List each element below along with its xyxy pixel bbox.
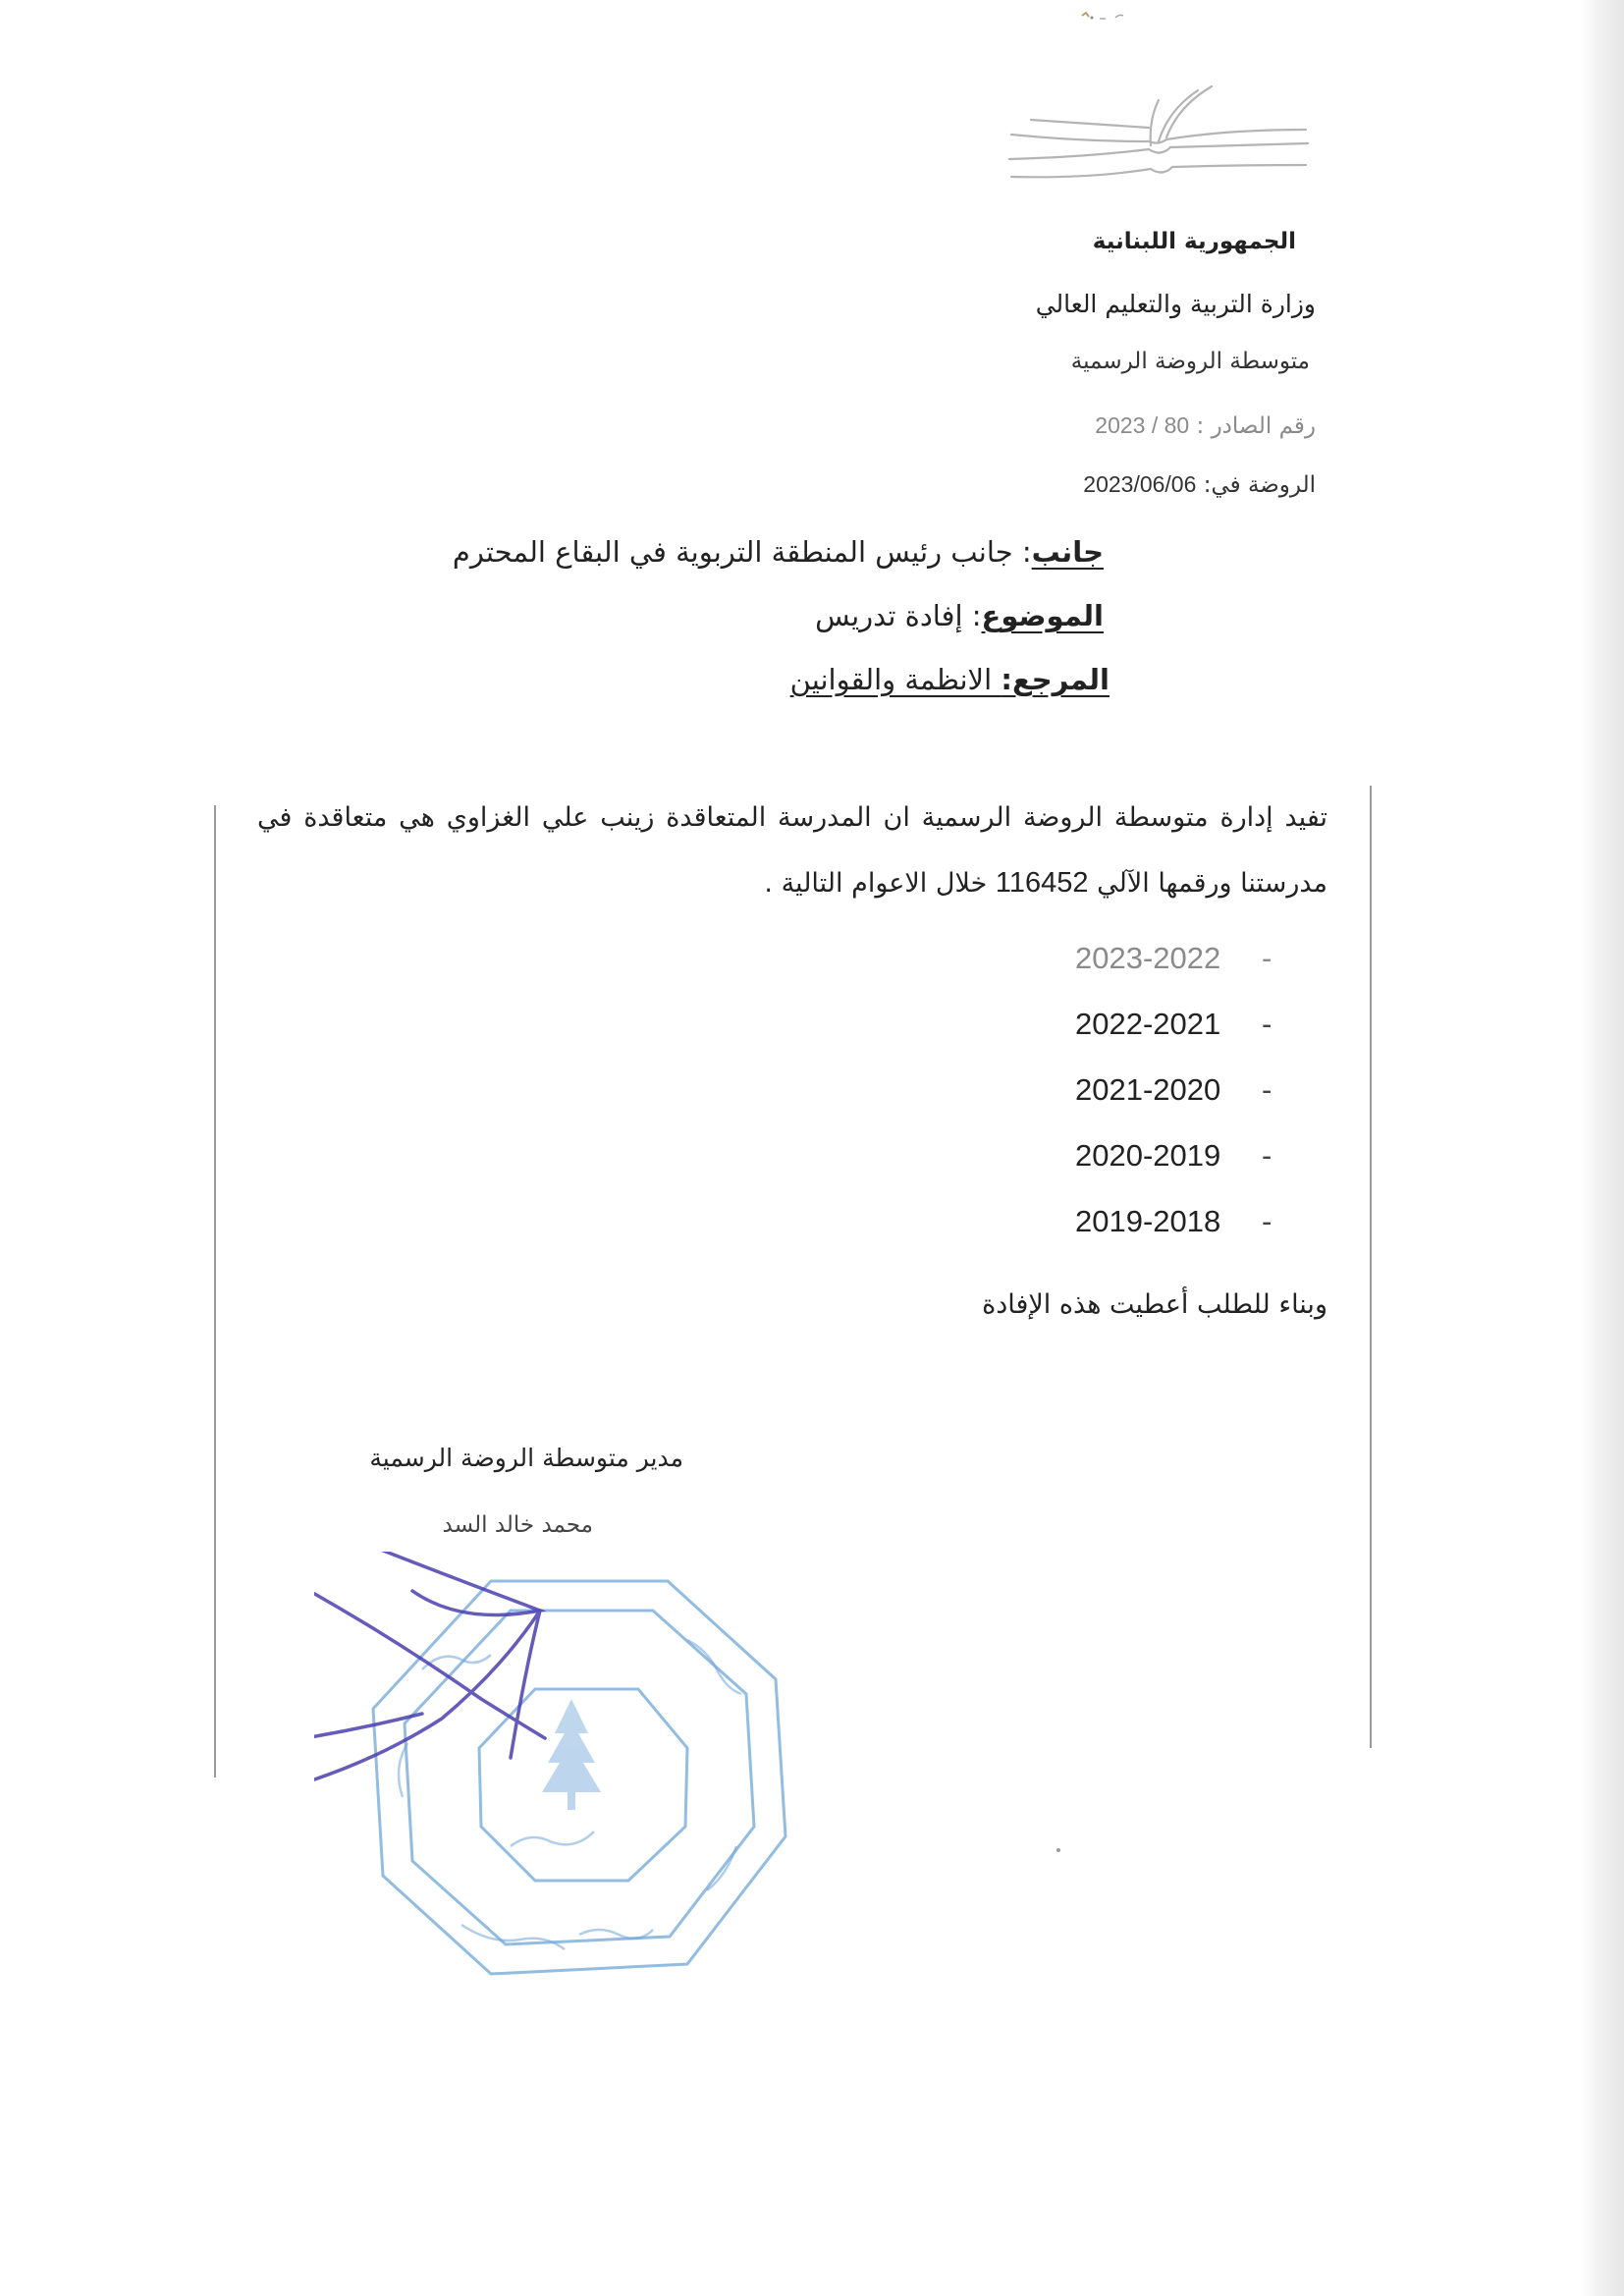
list-dash: -: [1262, 941, 1272, 975]
date-value: 2023/06/06: [1083, 471, 1197, 497]
reference-number-label: رقم الصادر :: [1196, 413, 1316, 439]
scan-dot: [1056, 1848, 1060, 1852]
year-range: 2020-2019: [1075, 1138, 1221, 1173]
signatory-name: محمد خالد السد: [442, 1512, 593, 1538]
reference-number-line: [1095, 412, 1316, 439]
list-item: [1070, 1204, 1286, 1270]
year-range: 2019-2018: [1075, 1204, 1221, 1238]
margin-rule-right: [1370, 786, 1372, 1748]
automated-id-number: 116452: [995, 867, 1089, 899]
list-dash: -: [1262, 1204, 1272, 1238]
scan-speck-mark: [1078, 10, 1137, 24]
date-line: [1083, 471, 1316, 498]
recipient-label: جانب: [1031, 535, 1104, 569]
list-dash: -: [1262, 1072, 1272, 1107]
list-dash: -: [1262, 1138, 1272, 1173]
year-range: 2022-2021: [1075, 1007, 1221, 1041]
list-item: [1070, 1138, 1286, 1204]
date-label: الروضة في:: [1203, 472, 1316, 498]
closing-line: وبناء للطلب أعطيت هذه الإفادة: [982, 1289, 1327, 1320]
signatory-title: مدير متوسطة الروضة الرسمية: [369, 1444, 683, 1472]
reference-value: الانظمة والقوانين: [789, 663, 1001, 696]
school-heading: متوسطة الروضة الرسمية: [1070, 349, 1310, 374]
official-stamp-seal: [314, 1552, 825, 2003]
years-list: [1070, 941, 1286, 1270]
body-paragraph: [257, 786, 1327, 916]
list-item: [1070, 1072, 1286, 1138]
book-logo-icon: [1001, 81, 1316, 189]
body-intro-end-text: خلال الاعوام التالية .: [764, 868, 988, 899]
list-item: [1070, 1007, 1286, 1072]
list-item: [1070, 941, 1286, 1007]
country-heading: الجمهورية اللبنانية: [1092, 229, 1296, 254]
reference-line: [790, 663, 1110, 696]
recipient-value: : جانب رئيس المنطقة التربوية في البقاع المحترم: [452, 535, 1032, 569]
body-intro-text: تفيد إدارة متوسطة الروضة الرسمية ان المدرسة المتعاقدة زينب علي الغزاوي هي متعاقدة في مدرستنا ورقمها الآلي: [257, 802, 1327, 899]
year-range: 2023-2022: [1075, 941, 1221, 975]
list-dash: -: [1262, 1007, 1272, 1041]
ministry-heading: وزارة التربية والتعليم العالي: [1035, 290, 1316, 318]
margin-rule-left: [214, 805, 216, 1777]
scan-shadow-edge: [1581, 0, 1624, 2296]
reference-label: المرجع:: [1001, 663, 1110, 696]
subject-value: : إفادة تدريس: [815, 599, 982, 632]
subject-line: [815, 599, 1104, 632]
subject-label: الموضوع: [981, 599, 1104, 632]
year-range: 2021-2020: [1075, 1072, 1221, 1107]
recipient-line: [453, 535, 1104, 569]
reference-number-value: 2023 / 80: [1095, 412, 1190, 438]
